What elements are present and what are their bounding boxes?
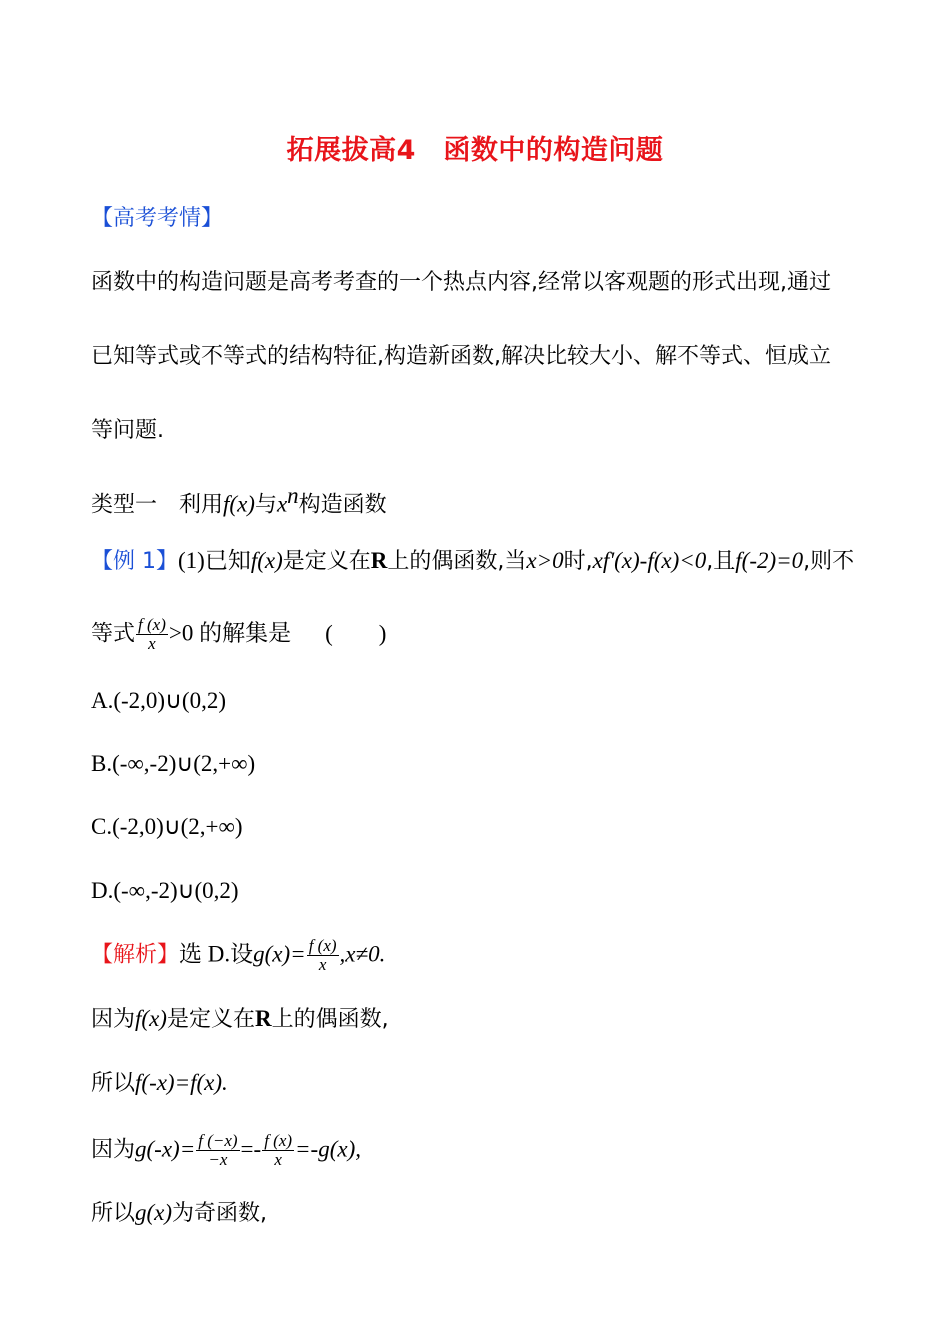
- solution-l4-mid: =-: [240, 1136, 262, 1162]
- solution-l5-a: 所以: [91, 1201, 136, 1226]
- example1-text-e: ,且: [706, 549, 736, 574]
- solution-l2-R: R: [254, 1006, 272, 1031]
- solution-line-3: [91, 1068, 228, 1099]
- example1-text-d: 时,: [563, 549, 593, 574]
- solution-line-5: [91, 1198, 267, 1229]
- type1-prefix: 类型一 利用: [91, 492, 224, 518]
- example1-line2-b: >0 的解集是: [168, 620, 292, 646]
- example1-text-a: (1)已知: [178, 548, 251, 573]
- fraction-numerator: f (x): [308, 936, 337, 955]
- intro-line-1: 函数中的构造问题是高考考查的一个热点内容,经常以客观题的形式出现,通过: [91, 270, 831, 295]
- example1-R: R: [370, 548, 388, 573]
- type1-n: n: [287, 483, 299, 508]
- solution-l4-g: g(-x)=: [135, 1136, 196, 1162]
- page-title: 拓展拔高4 函数中的构造问题: [286, 135, 664, 166]
- fraction-denominator: x: [148, 634, 156, 653]
- type1-x: x: [276, 491, 288, 517]
- example1-expr: xf'(x)-f(x)<0: [592, 548, 707, 573]
- section-heading-gaokao: 【高考考情】: [91, 206, 224, 231]
- solution-l2-b: 是定义在: [166, 1007, 255, 1032]
- solution-l4-fraction-2: [262, 1132, 294, 1169]
- fraction-numerator: f (x): [138, 615, 166, 634]
- solution-l1-fraction: [307, 937, 339, 974]
- solution-l2-a: 因为: [91, 1007, 136, 1032]
- example1-text-c: 上的偶函数,当: [387, 549, 527, 574]
- solution-line-4: [91, 1132, 361, 1169]
- solution-l2-fx: f(x): [135, 1006, 167, 1031]
- fraction-denominator: −x: [208, 1150, 228, 1169]
- example1-line2-a: 等式: [91, 621, 136, 647]
- solution-l4-end: =-g(x),: [295, 1136, 361, 1162]
- solution-l5-g: g(x): [135, 1200, 173, 1225]
- solution-l1-b: ,x≠0.: [339, 941, 386, 967]
- solution-line-2: [91, 1004, 389, 1035]
- example1-val: f(-2)=0: [735, 548, 804, 573]
- solution-l4-a: 因为: [91, 1137, 136, 1163]
- solution-l1-g: g(x)=: [253, 941, 306, 967]
- option-b: B.(-∞,-2)∪(2,+∞): [91, 751, 256, 776]
- example1-text-b: 是定义在: [282, 549, 371, 574]
- intro-line-3: 等问题.: [91, 418, 164, 443]
- solution-l5-b: 为奇函数,: [172, 1201, 268, 1226]
- fraction-denominator: x: [274, 1150, 282, 1169]
- solution-l4-fraction-1: [196, 1132, 239, 1169]
- solution-l3-eq: f(-x)=f(x).: [135, 1070, 228, 1095]
- intro-line-2: 已知等式或不等式的结构特征,构造新函数,解决比较大小、解不等式、恒成立: [91, 344, 831, 369]
- type1-heading: [91, 481, 387, 520]
- fraction-numerator: f (−x): [198, 1131, 238, 1150]
- example1-fraction: [136, 616, 168, 653]
- option-a: A.(-2,0)∪(0,2): [91, 688, 226, 713]
- example1-label: 【例 1】: [91, 549, 178, 574]
- fraction-numerator: f (x): [264, 1131, 293, 1150]
- example1-fx: f(x): [250, 548, 283, 573]
- option-c: C.(-2,0)∪(2,+∞): [91, 814, 243, 839]
- solution-line-1: [91, 937, 385, 974]
- example1-cond: x>0: [526, 548, 564, 573]
- option-d: D.(-∞,-2)∪(0,2): [91, 878, 239, 903]
- example1-line-2: [91, 616, 386, 653]
- type1-suffix: 构造函数: [298, 492, 387, 518]
- example1-text-f: ,则不: [803, 549, 855, 574]
- solution-l1-a: 选 D.设: [179, 941, 254, 967]
- example1-line-1: [91, 546, 854, 577]
- fraction-denominator: x: [318, 955, 327, 974]
- answer-paren: ( ): [325, 620, 387, 646]
- solution-label: 【解析】: [91, 942, 180, 968]
- solution-l3-a: 所以: [91, 1071, 136, 1096]
- solution-l2-c: 上的偶函数,: [271, 1007, 389, 1032]
- type1-mid: 与: [254, 492, 277, 518]
- type1-fx: f(x): [223, 491, 255, 517]
